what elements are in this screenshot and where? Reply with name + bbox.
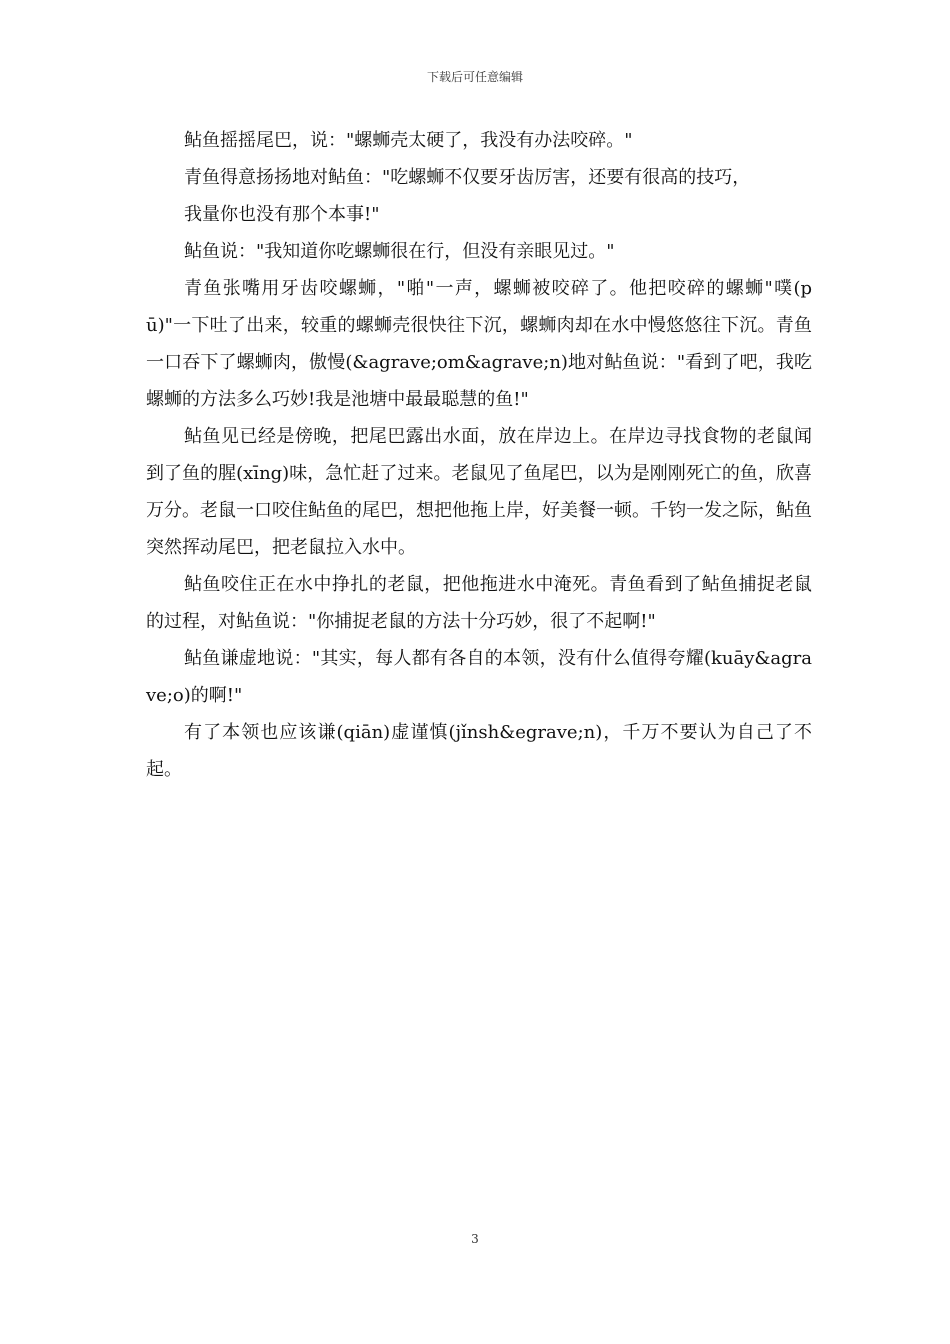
paragraph: 青鱼得意扬扬地对鲇鱼："吃螺蛳不仅要牙齿厉害，还要有很高的技巧， xyxy=(184,167,751,188)
paragraph: 鲇鱼咬住正在水中挣扎的老鼠，把他拖进水中淹死。青鱼看到了鲇鱼捕捉老鼠的过程，对鲇鱼说："你捕捉老鼠的方法十分巧妙，很了不起啊!" xyxy=(146,574,812,632)
paragraph: 鲇鱼谦虚地说："其实，每人都有各自的本领，没有什么值得夸耀(kuāy&agrave;o)的啊!" xyxy=(146,648,812,706)
page-header: 下载后可任意编辑 xyxy=(426,70,523,84)
paragraph: 有了本领也应该谦(qiān)虚谨慎(jǐnsh&egrave;n)，千万不要认为自己了不起。 xyxy=(146,722,812,780)
page-number: 3 xyxy=(471,1232,479,1246)
paragraph: 鲇鱼摇摇尾巴，说："螺蛳壳太硬了，我没有办法咬碎。" xyxy=(184,130,633,151)
paragraph: 鲇鱼见已经是傍晚，把尾巴露出水面，放在岸边上。在岸边寻找食物的老鼠闻到了鱼的腥(xīng)味，急忙赶了过来。老鼠见了鱼尾巴，以为是刚刚死亡的鱼，欣喜万分。老鼠一口咬住鲇鱼的尾巴，想把他拖上岸，好美餐一顿。千钧一发之际，鲇鱼突然挥动尾巴，把老鼠拉入水中。 xyxy=(146,426,812,558)
paragraph: 鲇鱼说："我知道你吃螺蛳很在行，但没有亲眼见过。" xyxy=(184,241,615,262)
paragraph: 我量你也没有那个本事!" xyxy=(184,204,380,225)
document-body xyxy=(146,122,812,788)
paragraph: 青鱼张嘴用牙齿咬螺蛳，"啪"一声，螺蛳被咬碎了。他把咬碎的螺蛳"噗(pū)"一下吐了出来，较重的螺蛳壳很快往下沉，螺蛳肉却在水中慢悠悠往下沉。青鱼一口吞下了螺蛳肉，傲慢(&agrave;om&agrave;n)地对鲇鱼说："看到了吧，我吃螺蛳的方法多么巧妙!我是池塘中最最聪慧的鱼!" xyxy=(146,278,812,410)
